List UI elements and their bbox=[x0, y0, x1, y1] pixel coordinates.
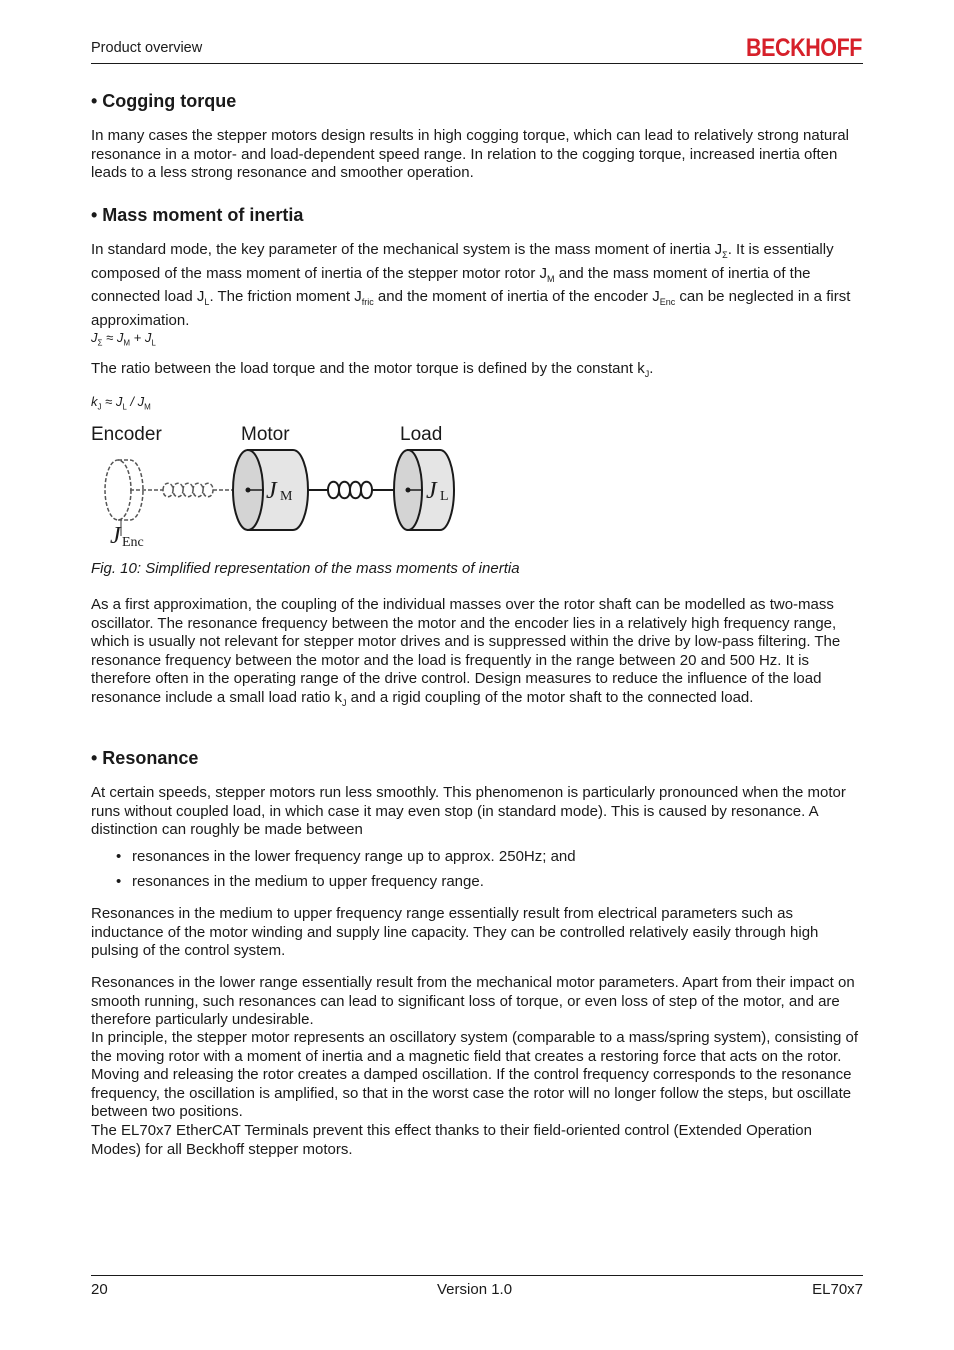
paragraph-ratio: The ratio between the load torque and the motor torque is defined by the constant $k_J$. bbox=[91, 360, 654, 379]
heading-resonance: • Resonance bbox=[91, 748, 199, 768]
document-version: Version 1.0 bbox=[437, 1281, 513, 1298]
motor-label: Motor bbox=[241, 424, 290, 445]
paragraph-resonance-intro: At certain speeds, stepper motors run less smoothly. This phenomenon is particularly pronounced when the motor runs without coupled load, in which case it may even stop (in standard mode). This is caused by resonance. A distinction can roughly be made between bbox=[91, 784, 846, 838]
jenc-subscript: Enc bbox=[122, 535, 144, 550]
list-item: • resonances in the medium to upper frequency range. bbox=[116, 873, 484, 890]
encoder-label: Encoder bbox=[91, 424, 162, 445]
paragraph-inertia-intro: In standard mode, the key parameter of the mechanical system is the mass moment of inertia $J_\Sigma$. It is essentially composed of the mass moment of inertia of the stepper motor rotor $J_M$ and the mass moment of inertia of the connected load $J_L$. The friction moment $J_{fric}$ and the moment of inertia of the encoder $J_{Enc}$ can be neglected in a first approximation. bbox=[91, 241, 851, 329]
load-label: Load bbox=[400, 424, 443, 445]
jl-label: J bbox=[426, 478, 437, 504]
paragraph-cogging: In many cases the stepper motors design results in high cogging torque, which can lead to relatively strong natural resonance in a motor- and load-dependent speed range. In relation to the cogging torque, increased inertia often leads to a less strong resonance and smoother operation. bbox=[91, 127, 849, 181]
paragraph-el70x7-control: The EL70x7 EtherCAT Terminals prevent this effect thanks to their field-oriented control (Extended Operation Modes) for all Beckhoff stepper motors. bbox=[91, 1122, 812, 1158]
heading-cogging-torque: • Cogging torque bbox=[91, 91, 237, 111]
product-name: EL70x7 bbox=[812, 1281, 863, 1298]
beckhoff-logo: BECKHOFF bbox=[746, 34, 863, 62]
header-rule bbox=[91, 63, 863, 64]
list-item: • resonances in the lower frequency range up to approx. 250Hz; and bbox=[116, 848, 576, 865]
formula-total-inertia: $J_\Sigma \approx J_M + J_L$ bbox=[91, 330, 156, 348]
heading-mass-moment-of-inertia: • Mass moment of inertia bbox=[91, 205, 304, 225]
formula-load-ratio: $k_J \approx J_L / J_M$ bbox=[91, 394, 151, 412]
inertia-diagram bbox=[88, 418, 468, 553]
footer-rule bbox=[91, 1275, 863, 1276]
header-section-title: Product overview bbox=[91, 40, 203, 56]
encoder-disc bbox=[105, 460, 246, 520]
jl-subscript: L bbox=[440, 489, 449, 504]
figure-caption: Fig. 10: Simplified representation of the mass moments of inertia bbox=[91, 560, 520, 577]
jenc-label: J bbox=[110, 523, 121, 549]
paragraph-oscillatory-system: In principle, the stepper motor represents an oscillatory system (comparable to a mass/spring system), consisting of the moving rotor with a moment of inertia and a magnetic field that creates a restoring force that acts on the rotor. Moving and releasing the rotor creates a damped oscillation. If the control frequency corresponds to the resonance frequency, the oscillation is amplified, so that in the worst case the rotor will no longer follow the steps, but oscillate between two positions. bbox=[91, 1029, 858, 1120]
jm-label: J bbox=[266, 478, 277, 504]
coupling-spring bbox=[308, 482, 406, 499]
paragraph-electrical-resonance: Resonances in the medium to upper frequency range essentially result from electrical parameters such as inductance of the motor winding and supply line capacity. They can be controlled relatively easily through high pulsing of the control system. bbox=[91, 905, 819, 959]
paragraph-mechanical-resonance: Resonances in the lower range essentially result from the mechanical motor parameters. Apart from their impact on smooth running, such resonances can lead to significant loss of torque, or even loss of step of the motor, and are therefore particularly undesirable. bbox=[91, 974, 855, 1028]
page-number: 20 bbox=[91, 1281, 108, 1298]
jm-subscript: M bbox=[280, 489, 293, 504]
paragraph-two-mass-oscillator: As a first approximation, the coupling of the individual masses over the rotor shaft can be modelled as two-mass oscillator. The resonance frequency between the motor and the encoder lies in a relatively high frequency range, which is usually not relevant for stepper motor drives and is suppressed within the drive by low-pass filtering. The resonance frequency between the motor and the load is frequently in the range between 20 and 500 Hz. It is therefore often in the operating range of the drive control. Design measures to reduce the influence of the load resonance include a small load ratio $k_J$ and a rigid coupling of the motor shaft to the connected load. bbox=[91, 596, 841, 708]
